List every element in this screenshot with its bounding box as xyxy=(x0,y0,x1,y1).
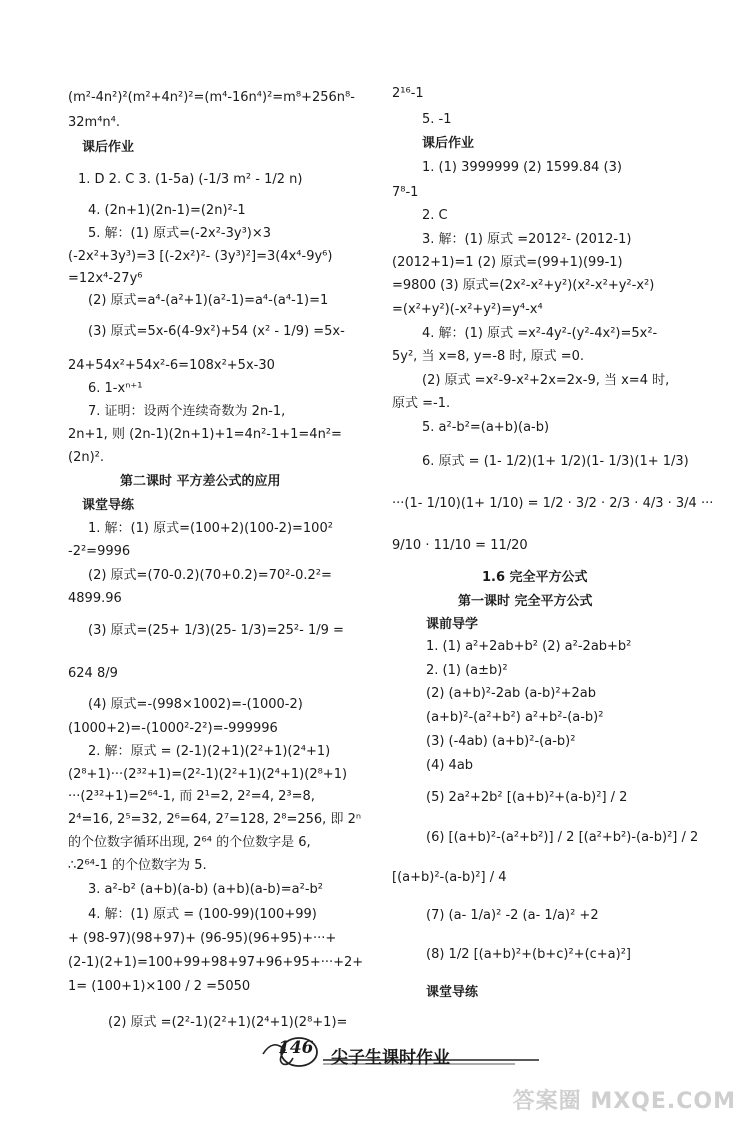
line: 3. 解：(1) 原式 =2012²- (2012-1) xyxy=(422,232,632,247)
line: (6) [(a+b)²-(a²+b²)] / 2 [(a²+b²)-(a-b)²] / 2 xyxy=(426,830,699,845)
line: (a+b)²-(a²+b²) a²+b²-(a-b)² xyxy=(426,710,604,725)
line: (3) 原式=5x-6(4-9x²)+54 (x² - 1/9) =5x- xyxy=(88,324,345,339)
line: 7⁸-1 xyxy=(392,185,419,200)
line: (2) 原式 =x²-9-x²+2x=2x-9, 当 x=4 时, xyxy=(422,373,670,388)
line: 2. 解：原式 = (2-1)(2+1)(2²+1)(2⁴+1) xyxy=(88,744,331,759)
line: 原式 =-1. xyxy=(392,396,451,411)
line: 4899.96 xyxy=(68,591,122,606)
line: (m²-4n²)²(m²+4n²)²=(m⁴-16n⁴)²=m⁸+256n⁸- xyxy=(68,90,355,105)
line: 1. (1) 3999999 (2) 1599.84 (3) xyxy=(422,160,622,175)
line: 6. 1-xⁿ⁺¹ xyxy=(88,381,143,396)
line: ∴2⁶⁴-1 的个位数字为 5. xyxy=(68,858,207,873)
line: (8) 1/2 [(a+b)²+(b+c)²+(c+a)²] xyxy=(426,947,632,962)
line: 3. a²-b² (a+b)(a-b) (a+b)(a-b)=a²-b² xyxy=(88,882,323,897)
section-heading: 课前导学 xyxy=(426,617,479,632)
line: + (98-97)(98+97)+ (96-95)(96+95)+···+ xyxy=(68,931,337,946)
line: 1. D 2. C 3. (1-5a) (-1/3 m² - 1/2 n) xyxy=(78,172,303,187)
line: 7. 证明：设两个连续奇数为 2n-1, xyxy=(88,404,286,419)
line: -2²=9996 xyxy=(68,544,131,559)
line: =(x²+y²)(-x²+y²)=y⁴-x⁴ xyxy=(392,302,543,317)
line: 2. (1) (a±b)² xyxy=(426,663,508,678)
line: 4. (2n+1)(2n-1)=(2n)²-1 xyxy=(88,203,246,218)
book-title: 尖子生课时作业 xyxy=(331,1048,450,1068)
line: 5. 解：(1) 原式=(-2x²-3y³)×3 xyxy=(88,226,272,241)
line: (5) 2a²+2b² [(a+b)²+(a-b)²] / 2 xyxy=(426,790,628,805)
line: (3) 原式=(25+ 1/3)(25- 1/3)=25²- 1/9 = xyxy=(88,623,344,638)
line: (2) 原式 =(2²-1)(2²+1)(2⁴+1)(2⁸+1)= xyxy=(108,1015,348,1030)
line: 624 8/9 xyxy=(68,666,118,681)
line: 9/10 · 11/10 = 11/20 xyxy=(392,538,528,553)
line: 5. -1 xyxy=(422,112,452,127)
line: 5y², 当 x=8, y=-8 时, 原式 =0. xyxy=(392,349,585,364)
line: 4. 解：(1) 原式 = (100-99)(100+99) xyxy=(88,907,317,922)
line: 2n+1, 则 (2n-1)(2n+1)+1=4n²-1+1=4n²= xyxy=(68,427,342,442)
line: 2¹⁶-1 xyxy=(392,86,424,101)
line: (3) (-4ab) (a+b)²-(a-b)² xyxy=(426,734,576,749)
section-heading: 课堂导练 xyxy=(426,985,479,1000)
line: 1. (1) a²+2ab+b² (2) a²-2ab+b² xyxy=(426,639,632,654)
line: (2) (a+b)²-2ab (a-b)²+2ab xyxy=(426,686,596,701)
lesson-title: 第二课时 平方差公式的应用 xyxy=(120,474,281,489)
line: (2) 原式=(70-0.2)(70+0.2)=70²-0.2²= xyxy=(88,568,332,583)
line: 6. 原式 = (1- 1/2)(1+ 1/2)(1- 1/3)(1+ 1/3) xyxy=(422,454,689,469)
page-number: 146 xyxy=(278,1038,314,1058)
section-heading: 课堂导练 xyxy=(82,498,135,513)
line: (4) 4ab xyxy=(426,758,474,773)
line: (2012+1)=1 (2) 原式=(99+1)(99-1) xyxy=(392,255,623,270)
section-heading: 课后作业 xyxy=(82,140,135,155)
line: 1. 解：(1) 原式=(100+2)(100-2)=100² xyxy=(88,521,333,536)
line: (2n)². xyxy=(68,450,104,465)
line: (-2x²+3y³)=3 [(-2x²)²- (3y³)²]=3(4x⁴-9y⁶) xyxy=(68,249,333,264)
line: 5. a²-b²=(a+b)(a-b) xyxy=(422,420,550,435)
line: ···(1- 1/10)(1+ 1/10) = 1/2 · 3/2 · 2/3 · 4/3 · 3/4 ··· xyxy=(392,496,714,511)
line: 的个位数字循环出现, 2⁶⁴ 的个位数字是 6, xyxy=(68,835,311,850)
line: 1= (100+1)×100 / 2 =5050 xyxy=(68,979,251,994)
watermark: 答案圈 MXQE.COM xyxy=(512,1089,736,1114)
line: (7) (a- 1/a)² -2 (a- 1/a)² +2 xyxy=(426,908,599,923)
line: 4. 解：(1) 原式 =x²-4y²-(y²-4x²)=5x²- xyxy=(422,326,658,341)
line: 32m⁴n⁴. xyxy=(68,115,120,130)
lesson-title: 第一课时 完全平方公式 xyxy=(458,594,593,609)
line: [(a+b)²-(a-b)²] / 4 xyxy=(392,870,507,885)
line: (2⁸+1)···(2³²+1)=(2²-1)(2²+1)(2⁴+1)(2⁸+1) xyxy=(68,767,348,782)
line: =12x⁴-27y⁶ xyxy=(68,271,143,286)
line: (2) 原式=a⁴-(a²+1)(a²-1)=a⁴-(a⁴-1)=1 xyxy=(88,293,329,308)
line: =9800 (3) 原式=(2x²-x²+y²)(x²-x²+y²-x²) xyxy=(392,278,655,293)
line: (2-1)(2+1)=100+99+98+97+96+95+···+2+ xyxy=(68,955,364,970)
line: 24+54x²+54x²-6=108x²+5x-30 xyxy=(68,358,275,373)
line: ···(2³²+1)=2⁶⁴-1, 而 2¹=2, 2²=4, 2³=8, xyxy=(68,789,315,804)
section-title: 1.6 完全平方公式 xyxy=(482,570,588,585)
line: 2. C xyxy=(422,208,448,223)
line: (4) 原式=-(998×1002)=-(1000-2) xyxy=(88,697,303,712)
line: 2⁴=16, 2⁵=32, 2⁶=64, 2⁷=128, 2⁸=256, 即 2ⁿ xyxy=(68,812,362,827)
section-heading: 课后作业 xyxy=(422,136,475,151)
line: (1000+2)=-(1000²-2²)=-999996 xyxy=(68,721,278,736)
